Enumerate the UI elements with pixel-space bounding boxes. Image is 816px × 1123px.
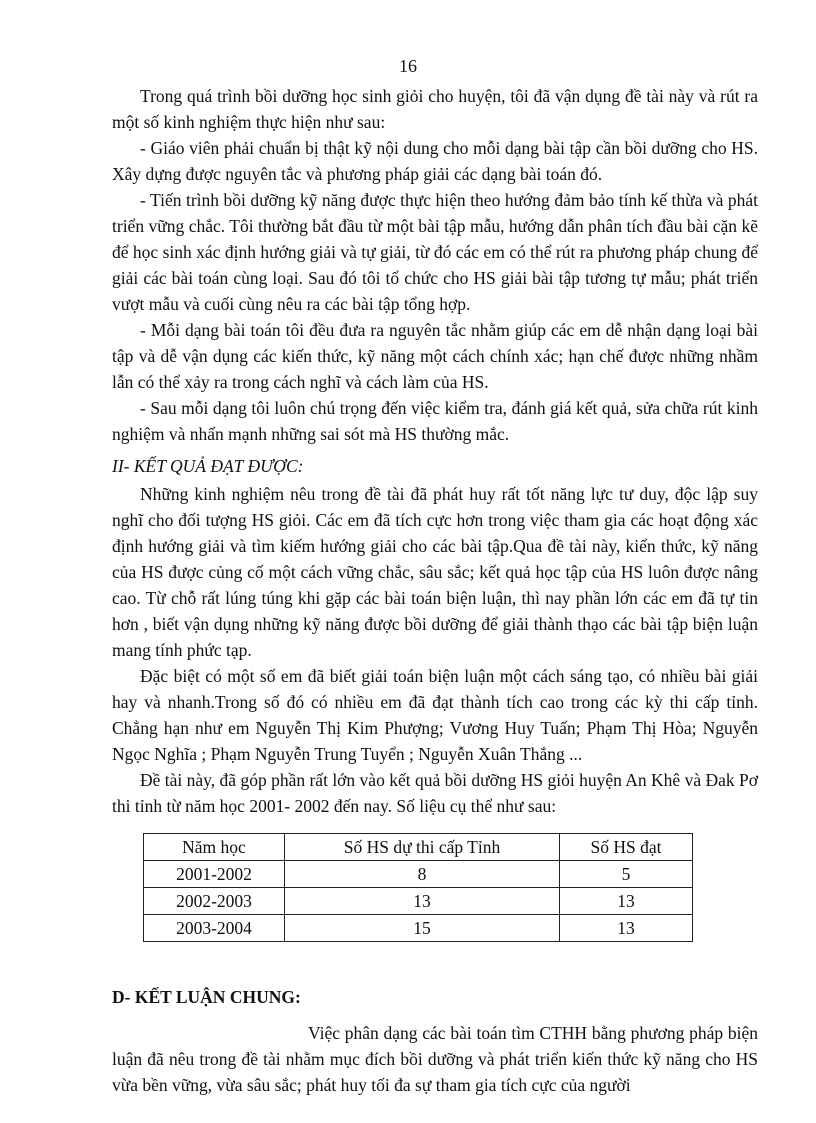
table-cell-achieved: 13 xyxy=(560,888,693,915)
table-header-cell: Số HS dự thi cấp Tỉnh xyxy=(285,834,560,861)
table-cell-year: 2003-2004 xyxy=(144,915,285,942)
paragraph-results-1: Những kinh nghiệm nêu trong đề tài đã phát huy rất tốt năng lực tư duy, độc lập suy nghĩ cho đối tượng HS giỏi. Các em đã tích cực hơn trong việc tham gia các hoạt động xác định hướng giải và tìm kiếm hướng giải cho các bài tập.Qua đề tài này, kiến thức, kỹ năng của HS được củng cố một cách vững chắc, sâu sắc; kết quả học tập của HS luôn được nâng cao. Từ chỗ rất lúng túng khi gặp các bài toán biện luận, thì nay phần lớn các em đã tự tin hơn , biết vận dụng những kỹ năng được bồi dưỡng để giải thành thạo các bài tập biện luận mang tính phức tạp. xyxy=(112,484,758,660)
paragraph-conclusion: Việc phân dạng các bài toán tìm CTHH bằng phương pháp biện luận đã nêu trong đề tài nhằm mục đích bồi dưỡng và phát triển kiến thức kỹ năng cho HS vừa bền vững, vừa sâu sắc; phát huy tối đa sự tham gia tích cực của người xyxy=(112,1023,758,1095)
table-header-row xyxy=(144,834,693,861)
paragraph-results-3: Đề tài này, đã góp phần rất lớn vào kết quả bồi dưỡng HS giỏi huyện An Khê và Đak Pơ thi tỉnh từ năm học 2001- 2002 đến nay. Số liệu cụ thể như sau: xyxy=(112,770,758,816)
paragraph-bullet-review: - Sau mỗi dạng tôi luôn chú trọng đến việc kiểm tra, đánh giá kết quả, sửa chữa rút kinh nghiệm và nhấn mạnh những sai sót mà HS thường mắc. xyxy=(112,398,758,444)
page-number: 16 xyxy=(399,56,417,76)
table-cell-year: 2002-2003 xyxy=(144,888,285,915)
results-table xyxy=(143,833,693,942)
table-cell-participants: 15 xyxy=(285,915,560,942)
paragraph-bullet-prepare: - Giáo viên phải chuẩn bị thật kỹ nội dung cho mỗi dạng bài tập cần bồi dưỡng cho HS. Xây dựng được nguyên tắc và phương pháp giải các dạng bài toán đó. xyxy=(112,138,758,184)
table-row xyxy=(144,915,693,942)
table-cell-participants: 13 xyxy=(285,888,560,915)
paragraph-bullet-process: - Tiến trình bồi dưỡng kỹ năng được thực hiện theo hướng đảm bảo tính kế thừa và phát triển vững chắc. Tôi thường bắt đầu từ một bài tập mẫu, hướng dẫn phân tích đầu bài cặn kẽ để học sinh xác định hướng giải và tự giải, từ đó các em có thể rút ra phương pháp chung để giải các bài toán cùng loại. Sau đó tôi tổ chức cho HS giải bài tập tương tự mẫu; phát triển vượt mẫu và cuối cùng nêu ra các bài tập tổng hợp. xyxy=(112,190,758,314)
paragraph-results-2: Đặc biệt có một số em đã biết giải toán biện luận một cách sáng tạo, có nhiều bài giải hay và nhanh.Trong số đó có nhiều em đã đạt thành tích cao trong các kỳ thi cấp tỉnh. Chẳng hạn như em Nguyễn Thị Kim Phượng; Vương Huy Tuấn; Phạm Thị Hòa; Nguyễn Ngọc Nghĩa ; Phạm Nguyễn Trung Tuyển ; Nguyễn Xuân Thắng ... xyxy=(112,666,758,764)
section-heading-conclusion: D- KẾT LUẬN CHUNG: xyxy=(112,987,301,1007)
paragraph-bullet-principles: - Mỗi dạng bài toán tôi đều đưa ra nguyên tắc nhằm giúp các em dễ nhận dạng loại bài tập và dễ vận dụng các kiến thức, kỹ năng một cách chính xác; hạn chế được những nhầm lẫn có thể xảy ra trong cách nghĩ và cách làm của HS. xyxy=(112,320,758,392)
table-cell-achieved: 5 xyxy=(560,861,693,888)
page-body xyxy=(112,83,758,1098)
table-row xyxy=(144,861,693,888)
table-header-cell: Số HS đạt xyxy=(560,834,693,861)
table-cell-achieved: 13 xyxy=(560,915,693,942)
paragraph-intro: Trong quá trình bồi dưỡng học sinh giỏi cho huyện, tôi đã vận dụng đề tài này và rút ra một số kinh nghiệm thực hiện như sau: xyxy=(112,86,758,132)
table-cell-participants: 8 xyxy=(285,861,560,888)
section-heading-results: II- KẾT QUẢ ĐẠT ĐƯỢC: xyxy=(112,456,304,476)
table-cell-year: 2001-2002 xyxy=(144,861,285,888)
table-header-cell: Năm học xyxy=(144,834,285,861)
table-row xyxy=(144,888,693,915)
